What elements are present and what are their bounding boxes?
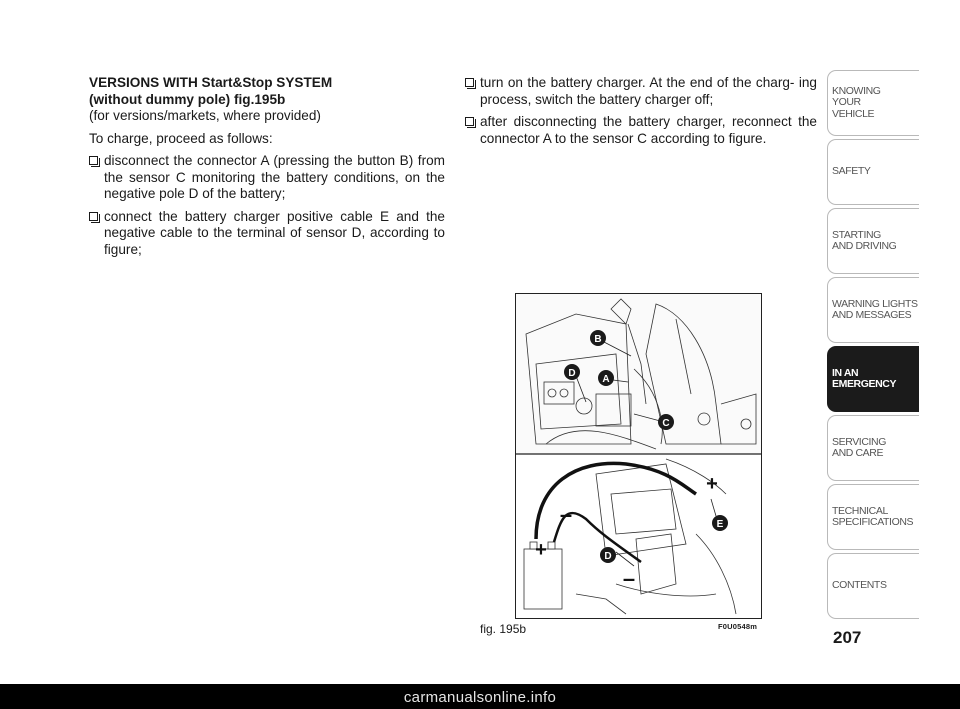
checkbox-bullet-icon	[89, 156, 98, 165]
battery-illustration	[516, 294, 761, 618]
figure-caption: fig. 195b	[480, 622, 527, 636]
tab-in-an-emergency[interactable]: IN AN EMERGENCY	[827, 346, 919, 412]
plus-sign: +	[706, 473, 718, 495]
minus-sign: –	[622, 566, 636, 591]
section-heading: VERSIONS WITH Start&Stop SYSTEM	[89, 75, 333, 90]
checkbox-bullet-icon	[465, 117, 474, 126]
checkbox-bullet-icon	[465, 78, 474, 87]
instruction-item	[89, 209, 445, 259]
watermark: carmanualsonline.info	[403, 689, 557, 706]
label-e: E	[716, 519, 724, 530]
checkbox-bullet-icon	[89, 212, 98, 221]
tab-technical-specifications[interactable]: TECHNICAL SPECIFICATIONS	[827, 484, 919, 550]
label-c: C	[662, 418, 670, 429]
label-d-bottom: D	[604, 551, 612, 562]
instruction-item	[465, 114, 817, 147]
label-a: A	[602, 374, 610, 385]
instruction-text: disconnect the connector A (pressing the button B) from the sensor C monitoring the battery conditions, on the negative pole D of the battery;	[104, 153, 445, 201]
label-d: D	[568, 368, 576, 379]
tab-knowing-your-vehicle[interactable]: KNOWING YOUR VEHICLE	[827, 70, 919, 136]
tab-starting-and-driving[interactable]: STARTING AND DRIVING	[827, 208, 919, 274]
page-number: 207	[833, 628, 862, 647]
plus-sign: +	[535, 539, 547, 561]
left-column	[89, 75, 445, 264]
minus-sign: –	[559, 502, 573, 527]
instruction-item	[89, 153, 445, 203]
instruction-text: turn on the battery charger. At the end of the charg- ing process, switch the battery charger off;	[480, 75, 817, 107]
instruction-item	[465, 75, 817, 108]
tab-warning-lights[interactable]: WARNING LIGHTS AND MESSAGES	[827, 277, 919, 343]
instruction-text: connect the battery charger positive cable E and the negative cable to the terminal of sensor D, according to figure;	[104, 208, 445, 257]
instruction-text: after disconnecting the battery charger, reconnect the connector A to the sensor C according to figure.	[480, 114, 817, 146]
availability-note: (for versions/markets, where provided)	[89, 108, 321, 123]
right-column	[465, 75, 817, 153]
section-subheading: (without dummy pole) fig.195b	[89, 91, 286, 107]
tab-servicing-and-care[interactable]: SERVICING AND CARE	[827, 415, 919, 481]
label-b: B	[594, 334, 602, 345]
tab-contents[interactable]: CONTENTS	[827, 553, 919, 619]
figure-code: F0U0548m	[718, 622, 758, 631]
tab-safety[interactable]: SAFETY	[827, 139, 919, 205]
intro-text: To charge, proceed as follows:	[89, 130, 273, 146]
battery-charging-figure	[515, 293, 762, 619]
